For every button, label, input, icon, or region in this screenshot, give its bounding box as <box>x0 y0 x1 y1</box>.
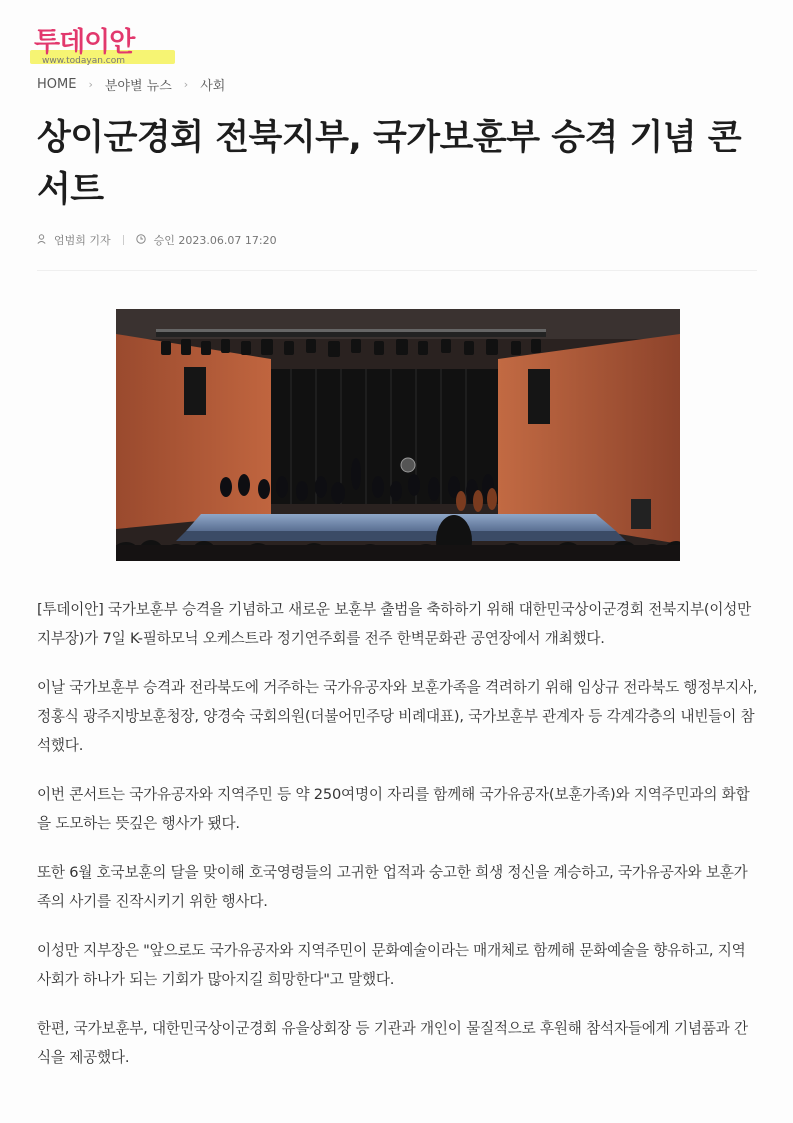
breadcrumb-section[interactable]: 분야별 뉴스 <box>104 79 172 94</box>
logo-text: 투데이안 <box>34 27 135 58</box>
clock-icon <box>136 234 146 247</box>
author-name[interactable]: 엄범희 기자 <box>54 234 111 247</box>
concert-photo <box>116 309 680 561</box>
breadcrumb <box>37 75 225 94</box>
article-paragraph: [투데이안] 국가보훈부 승격을 기념하고 새로운 보훈부 출범을 축하하기 위해 대한민국상이군경회 전북지부(이성만 지부장)가 7일 K-필하모닉 오케스트라 정기연주회를 전주 한벽문화관 공연장에서 개최했다. <box>37 601 752 647</box>
site-logo[interactable] <box>30 28 180 68</box>
article-body <box>37 595 759 1092</box>
person-icon <box>37 234 46 247</box>
chevron-right-icon: › <box>88 78 93 91</box>
approved-timestamp: 승인 2023.06.07 17:20 <box>153 234 277 247</box>
article-paragraph: 한편, 국가보훈부, 대한민국상이군경회 유을상회장 등 기관과 개인이 물질적으로 후원해 참석자들에게 기념품과 간식을 제공했다. <box>37 1020 748 1066</box>
article-paragraph: 이성만 지부장은 "앞으로도 국가유공자와 지역주민이 문화예술이라는 매개체로 함께해 문화예술을 향유하고, 지역사회가 하나가 되는 기회가 많아지길 희망한다"고 말했다. <box>37 942 746 988</box>
article-title: 상이군경회 전북지부, 국가보훈부 승격 기념 콘서트 <box>37 118 742 210</box>
article-paragraph: 이날 국가보훈부 승격과 전라북도에 거주하는 국가유공자와 보훈가족을 격려하기 위해 임상규 전라북도 행정부지사, 정홍식 광주지방보훈청장, 양경숙 국회의원(더불어민주당 비례대표), 국가보훈부 관계자 등 각계각층의 내빈들이 참석했다. <box>37 679 758 754</box>
header-divider <box>37 270 757 271</box>
breadcrumb-home[interactable]: HOME <box>37 77 77 92</box>
article-paragraph: 이번 콘서트는 국가유공자와 지역주민 등 약 250여명이 자리를 함께해 국가유공자(보훈가족)와 지역주민과의 화합을 도모하는 뜻깊은 행사가 됐다. <box>37 786 750 832</box>
meta-divider <box>123 235 124 245</box>
logo-url: www.todayan.com <box>42 56 126 66</box>
article-paragraph: 또한 6월 호국보훈의 달을 맞이해 호국영령들의 고귀한 업적과 숭고한 희생 정신을 계승하고, 국가유공자와 보훈가족의 사기를 진작시키기 위한 행사다. <box>37 864 748 910</box>
chevron-right-icon: › <box>183 78 189 91</box>
article-meta <box>37 232 277 248</box>
breadcrumb-category[interactable]: 사회 <box>200 79 226 94</box>
